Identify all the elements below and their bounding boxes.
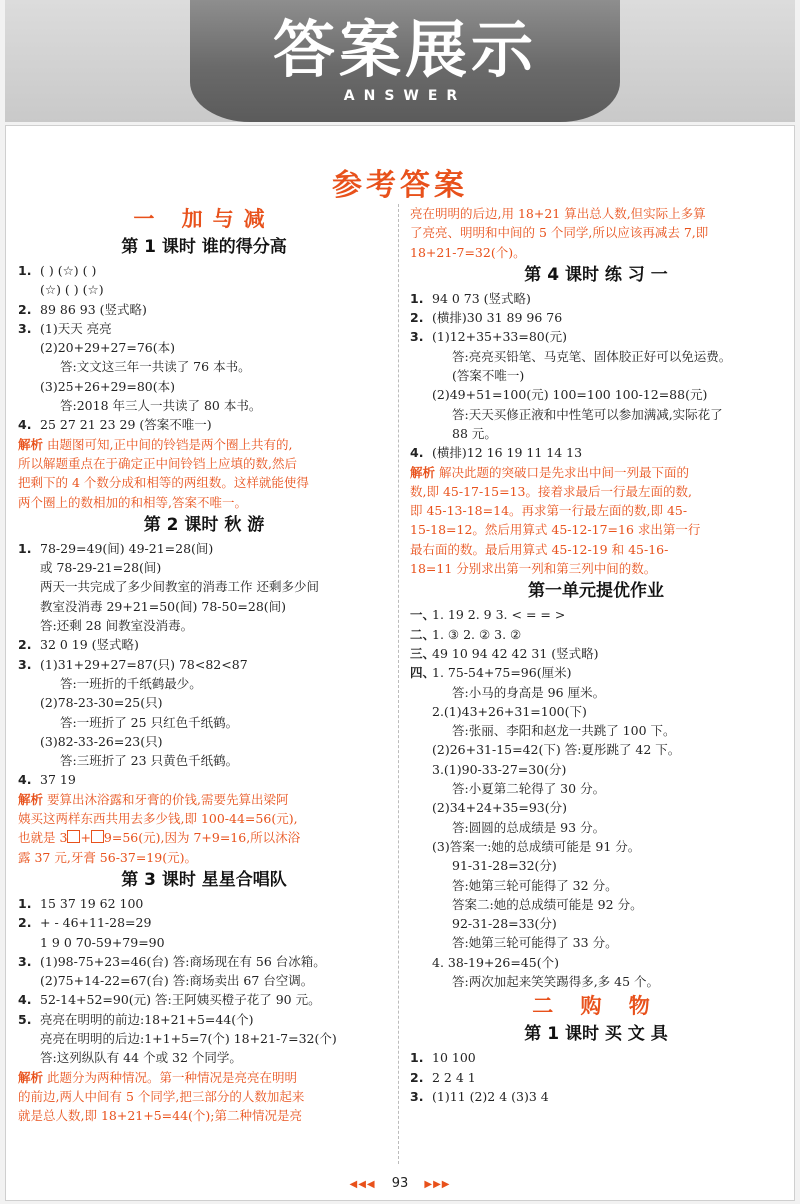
answer-text: 2.(1)43+26+31=100(下) <box>432 703 587 719</box>
banner-title: 答案展示 <box>272 13 537 86</box>
analysis-line <box>18 809 390 828</box>
analysis-line <box>18 473 390 492</box>
answer-text: 10 100 <box>432 1050 476 1066</box>
analysis-text: 解决此题的突破口是先求出中间一列最下面的 <box>439 464 690 480</box>
answer-line <box>410 933 782 952</box>
answer-text: 答:天天买修正液和中性笔可以参加满减,实际花了 <box>452 406 723 422</box>
answer-text: (1)天天 亮亮 <box>40 320 112 336</box>
answer-text: 两天一共完成了多少间教室的消毒工作 还剩多少间 <box>40 579 319 595</box>
answer-line <box>410 327 782 346</box>
left-column <box>18 204 390 1125</box>
answer-text: 答:一班折了 25 只红色千纸鹤。 <box>60 714 239 730</box>
answer-text: 1 9 0 70-59+79=90 <box>40 934 165 950</box>
answer-line <box>18 655 390 674</box>
answer-line <box>410 625 782 644</box>
answer-text: 教室没消毒 29+21=50(间) 78-50=28(间) <box>40 598 287 614</box>
question-number: 3. <box>18 953 32 969</box>
question-number: 1. <box>410 1050 424 1066</box>
analysis-line <box>410 520 782 539</box>
answer-text: 答:两次加起来笑笑踢得多,多 45 个。 <box>452 973 660 989</box>
answer-text: (答案不唯一) <box>452 368 525 384</box>
question-number: 1. <box>410 290 424 306</box>
answer-text: 94 0 73 (竖式略) <box>432 290 531 306</box>
answer-text: (3)25+26+29=80(本) <box>40 378 176 394</box>
answer-text: 答:文文这三年一共读了 76 本书。 <box>60 359 251 375</box>
analysis-tag: 解析 <box>18 1069 44 1085</box>
question-number: 5. <box>18 1011 32 1027</box>
answer-line <box>18 1029 390 1048</box>
answer-line <box>18 377 390 396</box>
analysis-text: 由题图可知,正中间的铃铛是两个圈上共有的, <box>47 436 293 452</box>
analysis-tag: 解析 <box>18 791 44 807</box>
answer-text: 答:她第三轮可能得了 33 分。 <box>452 935 618 951</box>
answer-text: 1. ③ 2. ② 3. ② <box>432 626 522 642</box>
analysis-text: 了亮亮、明明和中间的 5 个同学,所以应该再减去 7,即 <box>410 225 709 241</box>
answer-text: 1. 19 2. 9 3. < = = > <box>432 607 566 623</box>
answer-line <box>18 1048 390 1067</box>
answer-line <box>410 1048 782 1067</box>
answer-line <box>410 972 782 991</box>
answer-text: 15 37 19 62 100 <box>40 895 144 911</box>
answer-line <box>410 385 782 404</box>
question-number: 4. <box>18 417 32 433</box>
banner-subtitle: ANSWER <box>343 88 467 104</box>
answer-line <box>18 261 390 280</box>
answer-text: 答:一班折的千纸鹤最少。 <box>60 675 202 691</box>
answer-line <box>18 894 390 913</box>
answer-line <box>410 798 782 817</box>
answer-line <box>18 770 390 789</box>
question-number: 3. <box>18 320 32 336</box>
answer-text: 91-31-28=32(分) <box>452 858 557 874</box>
question-number: 3. <box>410 329 424 345</box>
question-number: 4. <box>18 772 32 788</box>
answer-text: (1)98-75+23=46(台) 答:商场现在有 56 台冰箱。 <box>40 953 326 969</box>
answer-text: (☆) ( ) (☆) <box>40 282 104 298</box>
answer-text: 52-14+52=90(元) 答:王阿姨买橙子花了 90 元。 <box>40 992 321 1008</box>
question-number: 2. <box>18 301 32 317</box>
answer-text: 或 78-29-21=28(间) <box>40 560 162 576</box>
answer-text: 88 元。 <box>452 425 497 441</box>
answer-line <box>410 895 782 914</box>
answer-line <box>410 663 782 682</box>
prev-arrows-icon: ◀◀◀ <box>349 1179 376 1190</box>
answer-line <box>18 616 390 635</box>
analysis-text: + <box>80 830 91 846</box>
answer-line <box>18 597 390 616</box>
answer-line <box>18 693 390 712</box>
blank-box <box>67 830 80 843</box>
lesson-heading: 第 4 课时 练 习 一 <box>524 264 668 285</box>
answer-line <box>18 319 390 338</box>
answer-text: (1)11 (2)2 4 (3)3 4 <box>432 1088 549 1104</box>
answer-line <box>18 577 390 596</box>
analysis-text: 两个圈上的数相加的和相等,答案不唯一。 <box>18 494 247 510</box>
answer-line <box>410 914 782 933</box>
answer-text: (3)答案一:她的总成绩可能是 91 分。 <box>432 838 641 854</box>
answer-text: (2)20+29+27=76(本) <box>40 340 176 356</box>
answer-line <box>18 357 390 376</box>
answer-text: 答:她第三轮可能得了 32 分。 <box>452 877 618 893</box>
answer-line <box>410 683 782 702</box>
answer-text: 答:亮亮买铅笔、马克笔、固体胶正好可以免运费。 <box>452 348 732 364</box>
question-number: 3. <box>18 656 32 672</box>
answer-line <box>410 366 782 385</box>
analysis-line <box>18 454 390 473</box>
analysis-text: 要算出沐浴露和牙膏的价钱,需要先算出梁阿 <box>47 791 289 807</box>
banner-band <box>190 0 620 122</box>
analysis-line <box>18 1106 390 1125</box>
answer-line <box>18 990 390 1009</box>
analysis-text: 18=11 分别求出第一列和第三列中间的数。 <box>410 561 657 577</box>
answer-text: (3)82-33-26=23(只) <box>40 733 163 749</box>
answer-line <box>18 338 390 357</box>
answer-text: 亮亮在明明的后边:1+1+5=7(个) 18+21-7=32(个) <box>40 1030 337 1046</box>
answer-line <box>18 280 390 299</box>
answer-text: 78-29=49(间) 49-21=28(间) <box>40 540 214 556</box>
next-arrows-icon: ▶▶▶ <box>424 1179 451 1190</box>
answer-text: 答:2018 年三人一共读了 80 本书。 <box>60 398 262 414</box>
answer-text: 亮亮在明明的前边:18+21+5=44(个) <box>40 1011 254 1027</box>
answer-text: (2)75+14-22=67(台) 答:商场卖出 67 台空调。 <box>40 973 314 989</box>
answer-line <box>18 971 390 990</box>
answer-line <box>410 1087 782 1106</box>
analysis-line <box>18 790 390 809</box>
analysis-text: 9=56(元),因为 7+9=16,所以沐浴 <box>103 830 301 846</box>
analysis-line <box>410 223 782 242</box>
answer-line <box>18 300 390 319</box>
answer-line <box>18 635 390 654</box>
answer-line <box>410 760 782 779</box>
question-number: 2. <box>18 637 32 653</box>
answer-line <box>410 308 782 327</box>
analysis-text: 即 45-13-18=14。再求第一行最左面的数,即 45- <box>410 503 688 519</box>
answer-text: 答:小马的身高是 96 厘米。 <box>452 684 606 700</box>
analysis-text: 把剩下的 4 个数分成和相等的两组数。这样就能使得 <box>18 475 309 491</box>
question-number: 4. <box>18 992 32 1008</box>
analysis-line <box>18 828 390 847</box>
question-number: 1. <box>18 540 32 556</box>
unit-heading: 一 加与减 <box>133 207 275 231</box>
answer-text: (2)26+31-15=42(下) 答:夏彤跳了 42 下。 <box>432 742 681 758</box>
analysis-text: 就是总人数,即 18+21+5=44(个);第二种情况是亮 <box>18 1108 303 1124</box>
analysis-line <box>410 482 782 501</box>
answer-text: 49 10 94 42 42 31 (竖式略) <box>432 645 599 661</box>
analysis-text: 此题分为两种情况。第一种情况是亮亮在明明 <box>47 1069 298 1085</box>
answer-text: 32 0 19 (竖式略) <box>40 637 139 653</box>
answer-line <box>410 779 782 798</box>
answer-line <box>410 644 782 663</box>
answer-text: 答:这列纵队有 44 个或 32 个同学。 <box>40 1050 242 1066</box>
answer-line <box>410 289 782 308</box>
analysis-line <box>410 463 782 482</box>
answer-line <box>18 674 390 693</box>
analysis-line <box>410 540 782 559</box>
answer-line <box>18 913 390 932</box>
answer-line <box>410 740 782 759</box>
answer-line <box>18 539 390 558</box>
answer-line <box>18 952 390 971</box>
answer-line <box>410 837 782 856</box>
analysis-tag: 解析 <box>410 464 436 480</box>
unit-heading: 二 购 物 <box>532 994 660 1019</box>
answer-line <box>410 721 782 740</box>
lesson-heading: 第 3 课时 星星合唱队 <box>121 869 287 890</box>
answer-text: 答:圆圆的总成绩是 93 分。 <box>452 819 606 835</box>
answer-text: 答:小夏第二轮得了 30 分。 <box>452 781 606 797</box>
answer-text: (1)12+35+33=80(元) <box>432 329 568 345</box>
answer-text: 4. 38-19+26=45(个) <box>432 954 559 970</box>
answer-line <box>18 415 390 434</box>
question-number: 3. <box>410 1088 424 1104</box>
analysis-line <box>18 493 390 512</box>
answer-text: 答:三班折了 23 只黄色千纸鹤。 <box>60 753 239 769</box>
question-number: 三、 <box>410 645 436 661</box>
answer-text: (1)31+29+27=87(只) 78<82<87 <box>40 656 248 672</box>
answer-line <box>410 702 782 721</box>
answer-line <box>410 876 782 895</box>
answer-text: (2)49+51=100(元) 100=100 100-12=88(元) <box>432 387 708 403</box>
analysis-line <box>18 1068 390 1087</box>
answer-text: 92-31-28=33(分) <box>452 916 557 932</box>
analysis-line <box>410 243 782 262</box>
answer-line <box>18 396 390 415</box>
answer-text: + - 46+11-28=29 <box>40 915 152 931</box>
column-divider <box>398 204 399 1164</box>
answer-line <box>410 605 782 624</box>
analysis-line <box>18 435 390 454</box>
analysis-text: 亮在明明的后边,用 18+21 算出总人数,但实际上多算 <box>410 206 706 221</box>
answer-text: (2)78-23-30=25(只) <box>40 695 163 711</box>
answer-text: 25 27 21 23 29 (答案不唯一) <box>40 417 212 433</box>
question-number: 2. <box>18 915 32 931</box>
answer-line <box>410 1068 782 1087</box>
answer-text: 答:还剩 28 间教室没消毒。 <box>40 618 194 634</box>
answer-line <box>410 953 782 972</box>
question-number: 一、 <box>410 607 436 623</box>
question-number: 1. <box>18 263 32 278</box>
answer-text: ( ) (☆) ( ) <box>40 263 97 278</box>
answer-line <box>18 751 390 770</box>
analysis-text: 露 37 元,牙膏 56-37=19(元)。 <box>18 849 197 865</box>
page-title: 参考答案 <box>332 168 468 203</box>
answer-line <box>18 558 390 577</box>
answer-line <box>18 933 390 952</box>
answer-text: 89 86 93 (竖式略) <box>40 301 147 317</box>
answer-line <box>18 732 390 751</box>
answer-text: 答案二:她的总成绩可能是 92 分。 <box>452 896 643 912</box>
analysis-line <box>410 204 782 223</box>
analysis-text: 也就是 3 <box>18 830 68 846</box>
question-number: 1. <box>18 895 32 911</box>
answer-text: (横排)12 16 19 11 14 13 <box>432 445 583 461</box>
analysis-line <box>18 1087 390 1106</box>
blank-box <box>91 830 104 843</box>
page-footer <box>0 1176 800 1191</box>
analysis-text: 15-18=12。然后用算式 45-12-17=16 求出第一行 <box>410 522 701 538</box>
question-number: 四、 <box>410 665 436 681</box>
answer-line <box>410 424 782 443</box>
question-number: 2. <box>410 1069 424 1085</box>
answer-line <box>18 1010 390 1029</box>
analysis-line <box>18 848 390 867</box>
analysis-line <box>410 501 782 520</box>
answer-text: 37 19 <box>40 772 76 788</box>
lesson-heading: 第 1 课时 谁的得分高 <box>121 237 287 257</box>
lesson-heading: 第一单元提优作业 <box>528 581 664 602</box>
header-banner <box>5 0 795 122</box>
lesson-heading: 第 2 课时 秋 游 <box>143 514 265 535</box>
answer-line <box>410 443 782 462</box>
answer-line <box>410 818 782 837</box>
question-number: 二、 <box>410 626 436 642</box>
analysis-text: 姨买这两样东西共用去多少钱,即 100-44=56(元), <box>18 811 298 827</box>
analysis-text: 最右面的数。最后用算式 45-12-19 和 45-16- <box>410 541 669 557</box>
answer-text: (横排)30 31 89 96 76 <box>432 310 563 326</box>
answer-text: 2 2 4 1 <box>432 1069 476 1085</box>
analysis-line <box>410 559 782 578</box>
answer-line <box>410 856 782 875</box>
answer-line <box>410 347 782 366</box>
answer-text: 答:张丽、李阳和赵龙一共跳了 100 下。 <box>452 723 676 739</box>
analysis-text: 的前边,两人中间有 5 个同学,把三部分的人数加起来 <box>18 1088 305 1104</box>
answer-line <box>18 713 390 732</box>
analysis-text: 数,即 45-17-15=13。接着求最后一行最左面的数, <box>410 483 692 499</box>
question-number: 4. <box>410 445 424 461</box>
analysis-tag: 解析 <box>18 436 44 452</box>
question-number: 2. <box>410 310 424 326</box>
analysis-text: 所以解题重点在于确定正中间铃铛上应填的数,然后 <box>18 455 297 471</box>
page-number: 93 <box>391 1176 409 1191</box>
answer-text: (2)34+24+35=93(分) <box>432 800 568 816</box>
answer-text: 1. 75-54+75=96(厘米) <box>432 665 572 681</box>
answer-text: 3.(1)90-33-27=30(分) <box>432 761 567 777</box>
analysis-text: 18+21-7=32(个)。 <box>410 244 526 260</box>
right-column <box>410 204 782 1106</box>
lesson-heading: 第 1 课时 买 文 具 <box>524 1024 668 1045</box>
answer-line <box>410 405 782 424</box>
